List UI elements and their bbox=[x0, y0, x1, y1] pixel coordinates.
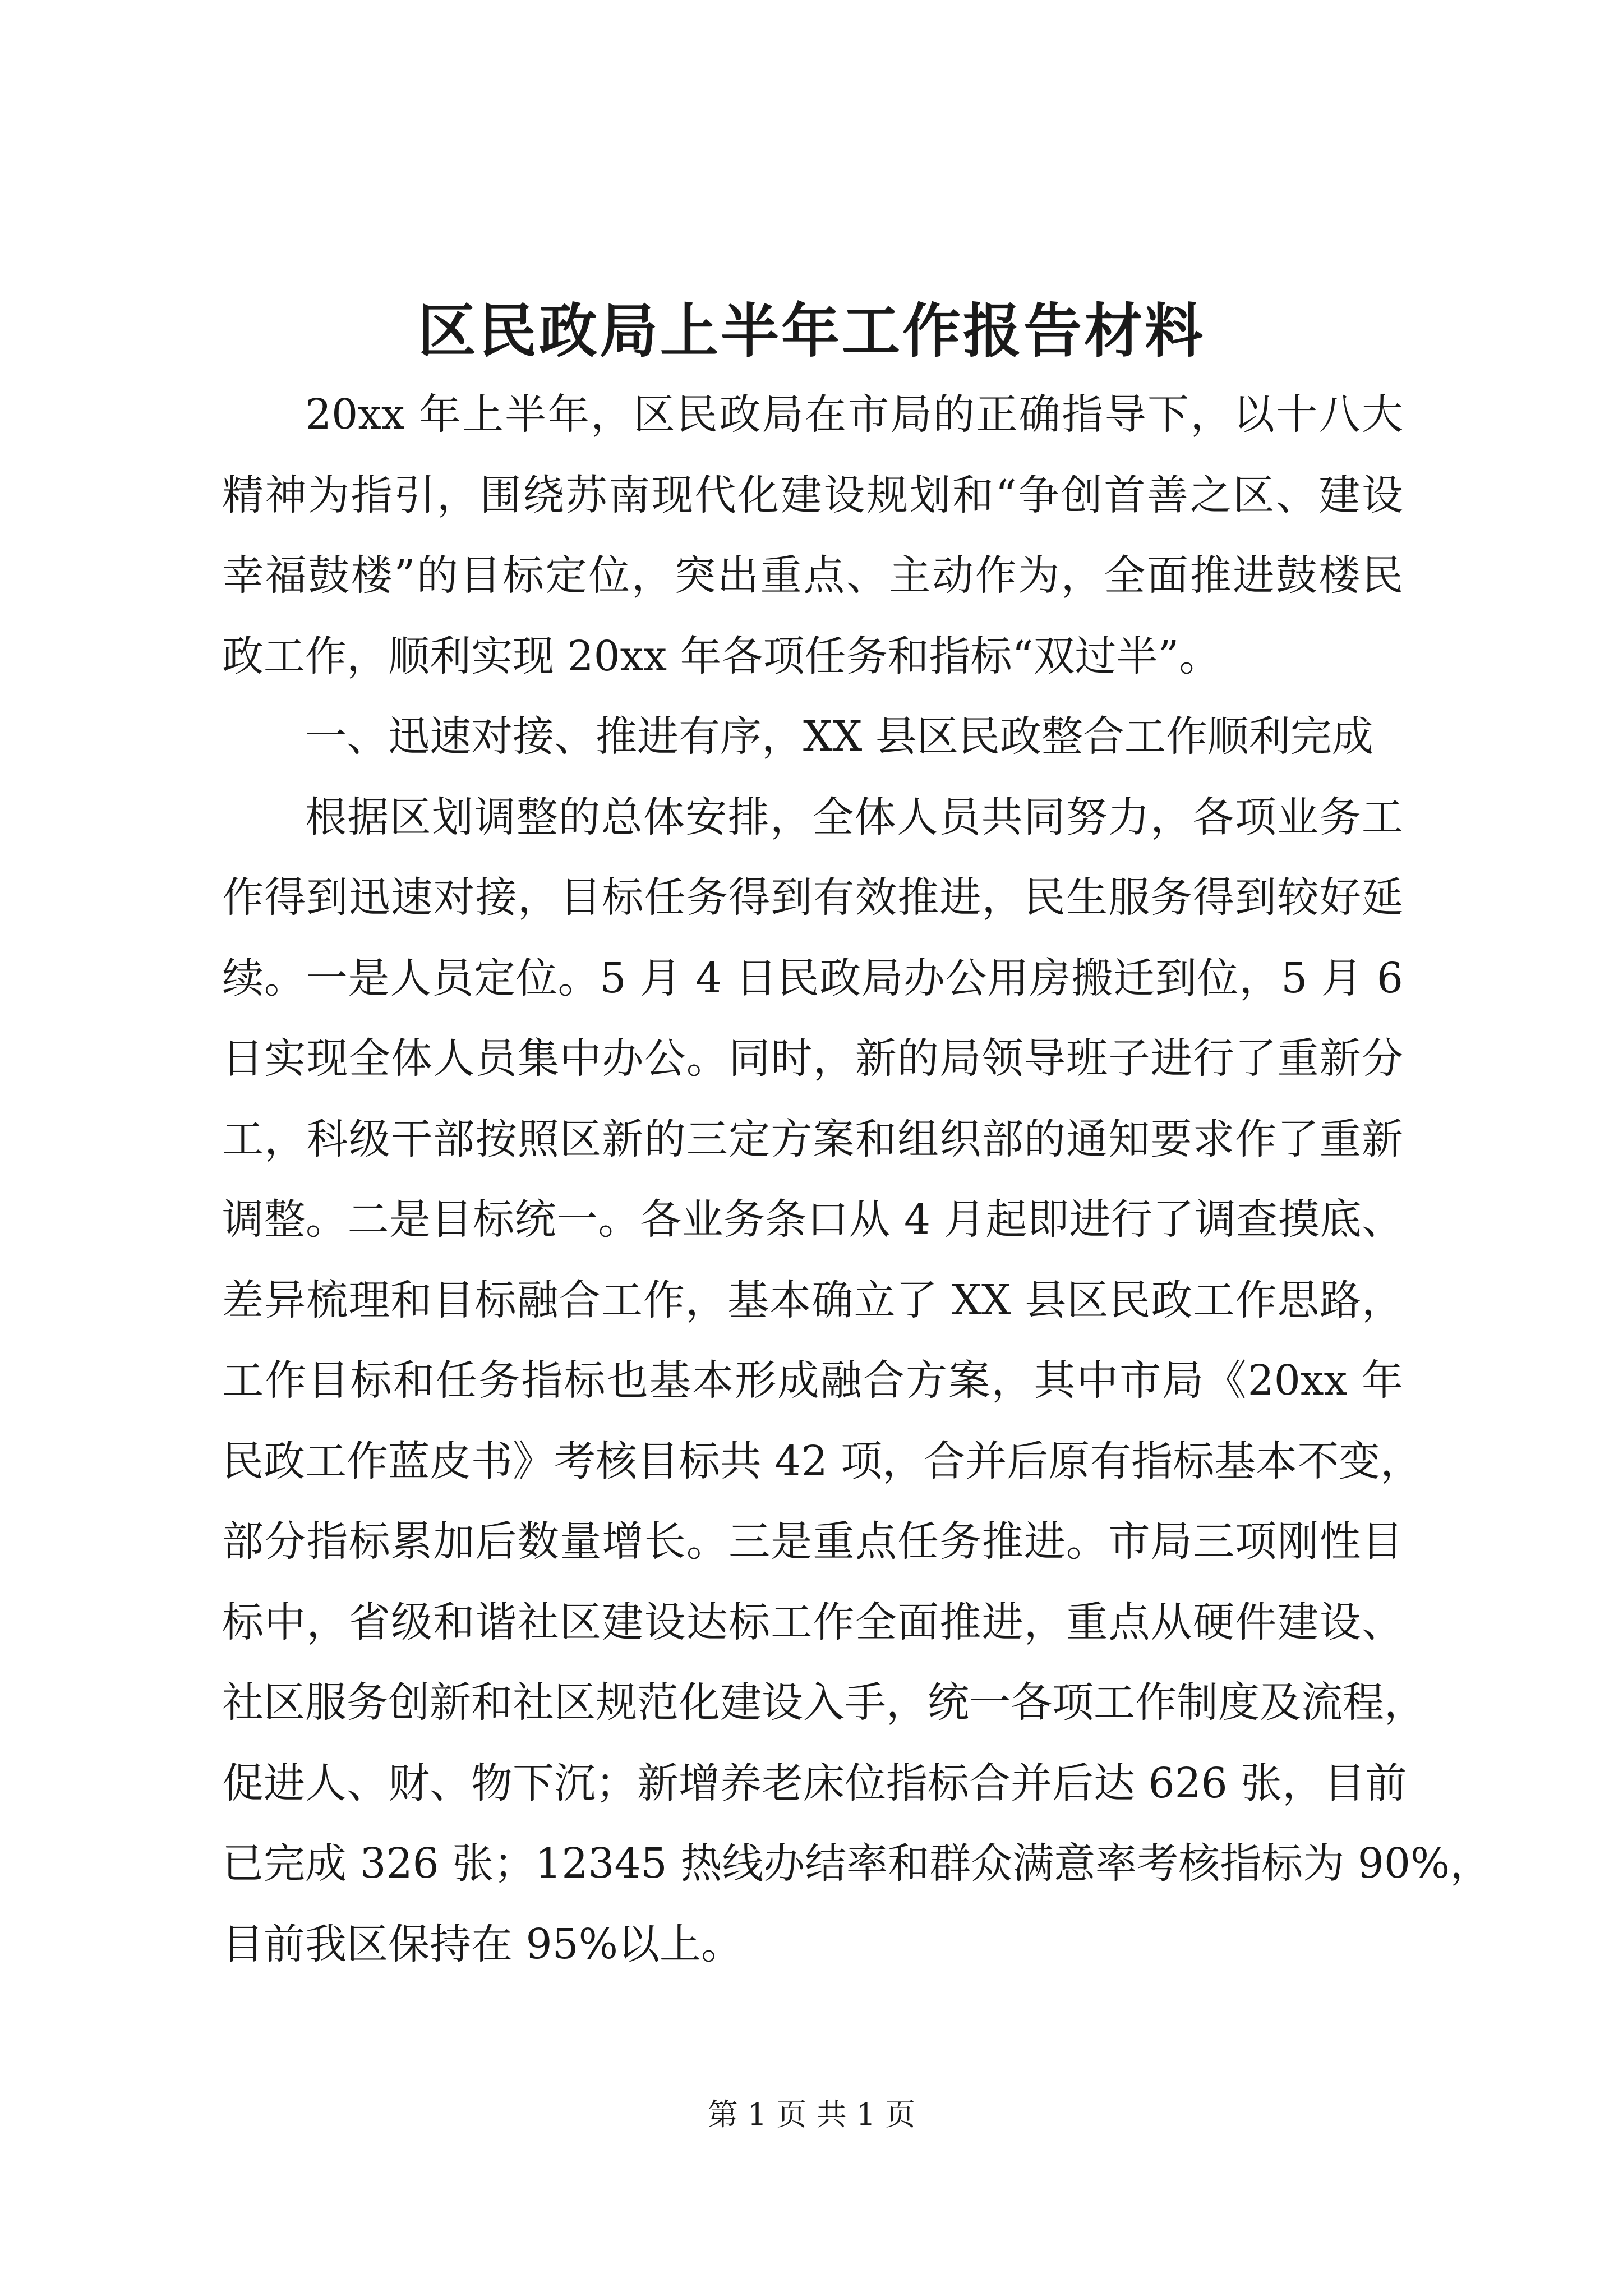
paragraph-line: 20xx 年上半年，区民政局在市局的正确指导下，以十八大 bbox=[305, 390, 1403, 439]
page-number-footer: 第 1 页 共 1 页 bbox=[707, 2097, 916, 2132]
paragraph-line: 民政工作蓝皮书》考核目标共 42 项，合并后原有指标基本不变， bbox=[222, 1437, 1422, 1485]
paragraph-line: 工，科级干部按照区新的三定方案和组织部的通知要求作了重新 bbox=[222, 1115, 1403, 1163]
paragraph-line: 目前我区保持在 95%以上。 bbox=[222, 1920, 743, 1968]
paragraph-line: 续。一是人员定位。5 月 4 日民政局办公用房搬迁到位，5 月 6 bbox=[222, 954, 1403, 1002]
paragraph-line: 调整。二是目标统一。各业务条口从 4 月起即进行了调查摸底、 bbox=[222, 1195, 1403, 1244]
paragraph-line: 标中，省级和谐社区建设达标工作全面推进，重点从硬件建设、 bbox=[222, 1598, 1403, 1646]
document-title: 区民政局上半年工作报告材料 bbox=[417, 296, 1205, 365]
paragraph-line: 根据区划调整的总体安排，全体人员共同努力，各项业务工 bbox=[305, 793, 1403, 841]
paragraph-line: 精神为指引，围绕苏南现代化建设规划和“争创首善之区、建设 bbox=[222, 471, 1403, 519]
paragraph-line: 差异梳理和目标融合工作，基本确立了 XX 县区民政工作思路， bbox=[222, 1276, 1403, 1324]
paragraph-line: 政工作，顺利实现 20xx 年各项任务和指标“双过半”。 bbox=[222, 632, 1221, 680]
paragraph-line: 促进人、财、物下沉；新增养老床位指标合并后达 626 张，目前 bbox=[222, 1759, 1407, 1807]
document-body bbox=[222, 375, 1492, 1985]
paragraph-line: 社区服务创新和社区规范化建设入手，统一各项工作制度及流程， bbox=[222, 1678, 1426, 1727]
section-heading: 一、迅速对接、推进有序，XX 县区民政整合工作顺利完成 bbox=[305, 712, 1373, 761]
paragraph-line: 幸福鼓楼”的目标定位，突出重点、主动作为，全面推进鼓楼民 bbox=[222, 551, 1403, 600]
paragraph-line: 工作目标和任务指标也基本形成融合方案，其中市局《20xx 年 bbox=[222, 1356, 1403, 1405]
paragraph-line: 日实现全体人员集中办公。同时，新的局领导班子进行了重新分 bbox=[222, 1034, 1403, 1083]
paragraph-line: 部分指标累加后数量增长。三是重点任务推进。市局三项刚性目 bbox=[222, 1517, 1403, 1566]
paragraph-line: 已完成 326 张；12345 热线办结率和群众满意率考核指标为 90%， bbox=[222, 1839, 1492, 1888]
paragraph-line: 作得到迅速对接，目标任务得到有效推进，民生服务得到较好延 bbox=[222, 873, 1403, 922]
